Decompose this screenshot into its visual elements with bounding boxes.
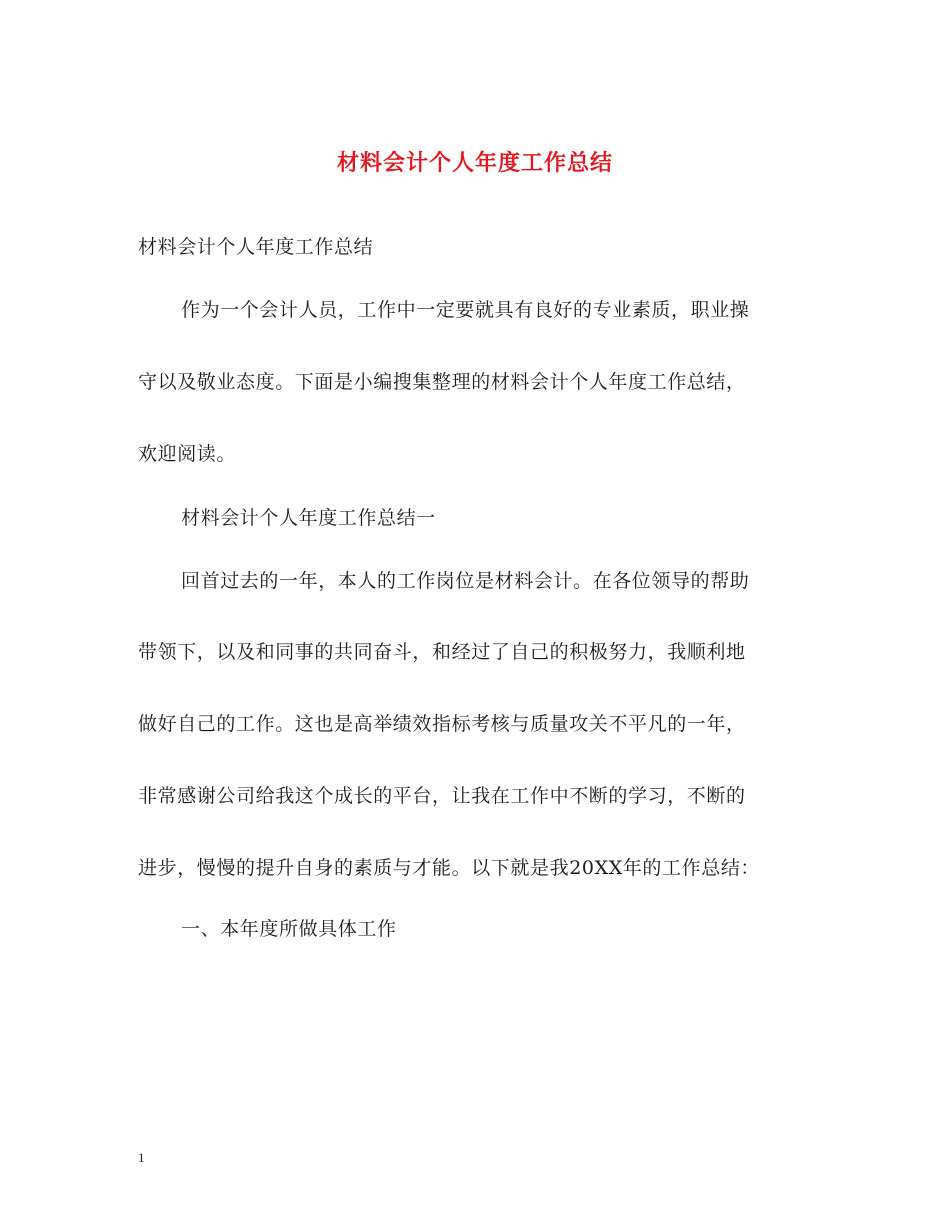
document-title: 材料会计个人年度工作总结 [336,150,613,176]
section-heading: 材料会计个人年度工作总结一 [181,507,436,529]
body-line-2: 带领下，以及和同事的共同奋斗，和经过了自己的积极努力，我顺利地 [138,641,746,663]
intro-line-3: 欢迎阅读。 [138,443,237,465]
body-line-5: 进步，慢慢的提升自身的素质与才能。以下就是我20XX年的工作总结： [138,857,761,879]
intro-line-1: 作为一个会计人员，工作中一定要就具有良好的专业素质，职业操 [181,299,750,321]
body-line-1: 回首过去的一年，本人的工作岗位是材料会计。在各位领导的帮助 [181,570,750,592]
document-subtitle: 材料会计个人年度工作总结 [138,236,374,258]
body-line-4: 非常感谢公司给我这个成长的平台，让我在工作中不断的学习，不断的 [138,785,746,807]
body-line-3: 做好自己的工作。这也是高举绩效指标考核与质量攻关不平凡的一年， [138,713,746,735]
page-number: 1 [138,1150,145,1165]
intro-line-2: 守以及敬业态度。下面是小编搜集整理的材料会计个人年度工作总结， [138,371,746,393]
subheading: 一、本年度所做具体工作 [181,918,397,940]
